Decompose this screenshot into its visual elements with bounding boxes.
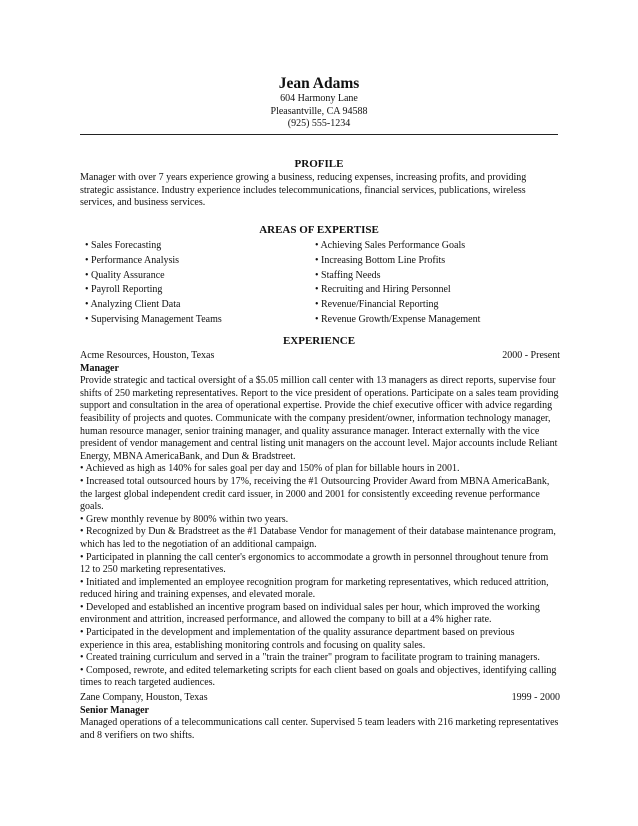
job-entry-2	[80, 692, 560, 742]
achievement-item: • Participated in planning the call center's ergonomics to accommodate a growth in personnel throughout tenure from 12 to 250 marketing representatives.	[80, 551, 549, 576]
expertise-item: • Supervising Management Teams	[85, 313, 222, 325]
job-summary: Managed operations of a telecommunications call center. Supervised 5 team leaders with 216 marketing representatives and 8 verifiers on two shifts.	[80, 717, 559, 741]
expertise-item: • Increasing Bottom Line Profits	[315, 254, 446, 266]
achievement-list	[80, 463, 560, 690]
expertise-item: • Payroll Reporting	[85, 284, 163, 296]
job-dates: 2000 - Present	[502, 350, 560, 361]
expertise-item: • Recruiting and Hiring Personnel	[315, 284, 451, 296]
address-line-1: 604 Harmony Lane	[280, 93, 358, 104]
expertise-heading: AREAS OF EXPERTISE	[259, 224, 379, 236]
profile-heading: PROFILE	[294, 158, 344, 170]
expertise-left-column	[85, 239, 315, 328]
company-name: Acme Resources, Houston, Texas	[80, 350, 215, 361]
expertise-item: • Analyzing Client Data	[85, 299, 181, 311]
expertise-item: • Revenue/Financial Reporting	[315, 299, 439, 311]
achievement-item: • Initiated and implemented an employee recognition program for marketing representatives, which reduced attrition, reduced hiring and training expenses, and elevated morale.	[80, 576, 549, 601]
company-name: Zane Company, Houston, Texas	[80, 692, 208, 703]
achievement-item: • Developed and established an incentive program based on individual sales per hour, which improved the working environment and attrition, increased performance, and allowed the company to bill at a 4% higher rate.	[80, 601, 540, 626]
achievement-item: • Recognized by Dun & Bradstreet as the #1 Database Vendor for management of their database maintenance program, which has led to the negotiation of an additional campaign.	[80, 526, 556, 550]
job-title: Manager	[80, 362, 119, 374]
experience-heading: EXPERIENCE	[282, 335, 356, 347]
expertise-item: • Sales Forecasting	[85, 240, 162, 251]
phone-number: (925) 555-1234	[287, 118, 351, 129]
job-title: Senior Manager	[80, 704, 149, 716]
job-header	[80, 692, 560, 705]
job-entry-1	[80, 350, 560, 690]
address-line-2: Pleasantville, CA 94588	[270, 105, 368, 117]
achievement-item: • Composed, rewrote, and edited telemarketing scripts for each client based on goals and objectives, identifying calling times to reach targeted audiences.	[80, 664, 557, 689]
job-summary: Provide strategic and tactical oversight of a $5.05 million call center with 13 managers as direct reports, supervise four shifts of 250 marketing representatives. Report to the vice president of operations. Participate on a sales team providing support and consultation in the area of operational expertise. Provide the chief executive officer with advice regarding feasibility of projects and quotes. Communicate with the company president/owner, information technology manager, human resource manager, senior training manager, and quality assurance manager. Interact externally with the vice president of vendor management and central listing unit managers on the account level. Major accounts include Reliant Energy, MBNA AmericaBank, and Dun & Bradstreet.	[80, 375, 559, 462]
achievement-item: • Increased total outsourced hours by 17%, receiving the #1 Outsourcing Provider Award from MBNA AmericaBank, the largest global independent credit card issuer, in 2000 and 2001 for consistently exceeding revenue performance goals.	[80, 475, 550, 513]
expertise-item: • Performance Analysis	[85, 254, 180, 266]
job-dates: 1999 - 2000	[511, 692, 560, 703]
profile-text: Manager with over 7 years experience growing a business, reducing expenses, increasing profits, and providing strategic assistance. Industry experience includes telecommunications, financial services, publications, wireless services, and business services.	[80, 172, 527, 209]
expertise-item: • Revenue Growth/Expense Management	[315, 313, 481, 325]
achievement-item: • Created training curriculum and served in a "train the trainer" program to facilitate program to training managers.	[80, 652, 540, 664]
expertise-item: • Staffing Needs	[315, 269, 381, 281]
achievement-item: • Participated in the development and implementation of the quality assurance department based on previous experience in this area, establishing monitoring controls and focusing on quality sales.	[80, 627, 515, 651]
expertise-item: • Achieving Sales Performance Goals	[315, 240, 466, 251]
resume-header	[0, 74, 638, 131]
job-header	[80, 350, 560, 363]
achievement-item: • Grew monthly revenue by 800% within two years.	[80, 513, 289, 525]
header-divider	[80, 134, 558, 135]
candidate-name: Jean Adams	[278, 75, 360, 92]
achievement-item: • Achieved as high as 140% for sales goal per day and 150% of plan for billable hours in 2001.	[80, 463, 460, 475]
expertise-right-column	[315, 239, 560, 328]
expertise-item: • Quality Assurance	[85, 269, 165, 281]
